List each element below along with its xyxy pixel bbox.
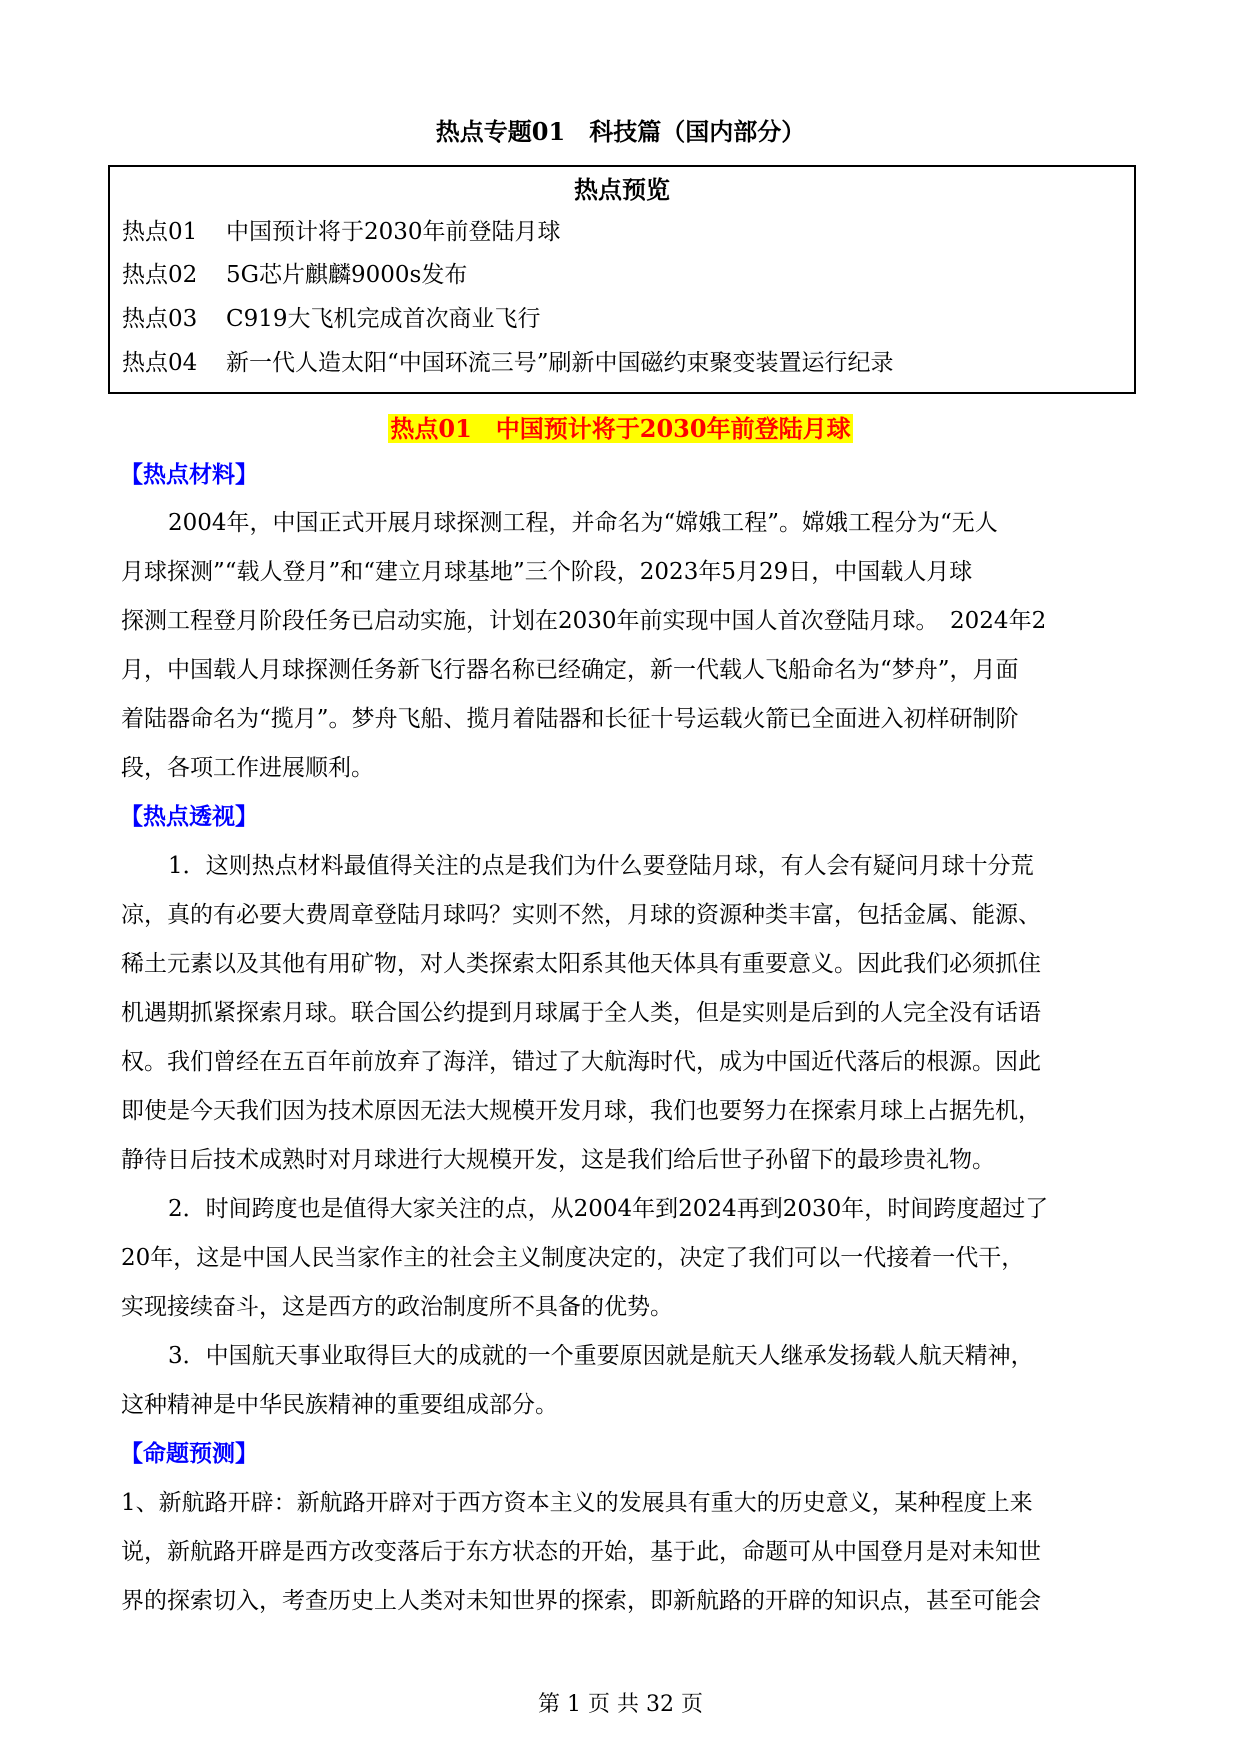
preview-item-text: C919大飞机完成首次商业飞行 xyxy=(226,306,541,332)
preview-item-text: 新一代人造太阳“中国环流三号”刷新中国磁约束聚变装置运行纪录 xyxy=(226,350,894,376)
prediction-label: 【命题预测】 xyxy=(120,1440,258,1467)
analysis-line: 3．中国航天事业取得巨大的成就的一个重要原因就是航天人继承发扬载人航天精神， xyxy=(168,1343,1034,1369)
analysis-line: 机遇期抓紧探索月球。联合国公约提到月球属于全人类，但是实则是后到的人完全没有话语 xyxy=(121,1000,1041,1026)
preview-item xyxy=(122,217,561,247)
material-line: 月球探测”“载人登月”和“建立月球基地”三个阶段，2023年5月29日，中国载人月球 xyxy=(121,559,973,585)
material-line: 2004年，中国正式开展月球探测工程，并命名为“嫦娥工程”。嫦娥工程分为“无人 xyxy=(168,510,998,536)
analysis-line: 静待日后技术成熟时对月球进行大规模开发，这是我们给后世子孙留下的最珍贵礼物。 xyxy=(121,1147,995,1173)
hotspot-preview-box xyxy=(108,165,1136,394)
preview-item-number: 热点03 xyxy=(122,306,198,332)
material-line: 着陆器命名为“揽月”。梦舟飞船、揽月着陆器和长征十号运载火箭已全面进入初样研制阶 xyxy=(121,706,1019,732)
prediction-line: 说，新航路开辟是西方改变落后于东方状态的开始，基于此，命题可从中国登月是对未知世 xyxy=(121,1539,1041,1565)
preview-item xyxy=(122,348,894,378)
preview-item-number: 热点04 xyxy=(122,350,198,376)
analysis-label: 【热点透视】 xyxy=(120,803,258,830)
page-title: 热点专题01 科技篇（国内部分） xyxy=(435,117,806,146)
preview-item-number: 热点02 xyxy=(122,262,198,288)
analysis-line: 凉，真的有必要大费周章登陆月球吗？实则不然，月球的资源种类丰富，包括金属、能源、 xyxy=(121,902,1041,928)
analysis-line: 这种精神是中华民族精神的重要组成部分。 xyxy=(121,1392,558,1418)
analysis-line: 1．这则热点材料最值得关注的点是我们为什么要登陆月球，有人会有疑问月球十分荒 xyxy=(168,853,1034,879)
material-line: 探测工程登月阶段任务已启动实施，计划在2030年前实现中国人首次登陆月球。 2024年2 xyxy=(121,608,1047,634)
analysis-line: 实现接续奋斗，这是西方的政治制度所不具备的优势。 xyxy=(121,1294,673,1320)
page-footer: 第 1 页 共 32 页 xyxy=(538,1692,703,1717)
analysis-line: 即使是今天我们因为技术原因无法大规模开发月球，我们也要努力在探索月球上占据先机， xyxy=(121,1098,1041,1124)
analysis-line: 20年，这是中国人民当家作主的社会主义制度决定的，决定了我们可以一代接着一代干， xyxy=(121,1245,1025,1271)
material-line: 段，各项工作进展顺利。 xyxy=(121,755,374,781)
analysis-line: 权。我们曾经在五百年前放弃了海洋，错过了大航海时代，成为中国近代落后的根源。因此 xyxy=(121,1049,1041,1075)
analysis-line: 2．时间跨度也是值得大家关注的点，从2004年到2024再到2030年，时间跨度超过了 xyxy=(168,1196,1049,1222)
preview-item-text: 中国预计将于2030年前登陆月球 xyxy=(226,219,561,245)
analysis-line: 稀土元素以及其他有用矿物，对人类探索太阳系其他天体具有重要意义。因此我们必须抓住 xyxy=(121,951,1041,977)
prediction-line: 界的探索切入，考查历史上人类对未知世界的探索，即新航路的开辟的知识点，甚至可能会 xyxy=(121,1588,1041,1614)
preview-item xyxy=(122,260,467,290)
prediction-line: 1、新航路开辟：新航路开辟对于西方资本主义的发展具有重大的历史意义，某种程度上来 xyxy=(121,1490,1033,1516)
material-label: 【热点材料】 xyxy=(120,461,258,488)
preview-item-number: 热点01 xyxy=(122,219,198,245)
preview-item xyxy=(122,304,541,334)
hotspot-01-heading-text: 热点01 中国预计将于2030年前登陆月球 xyxy=(390,414,851,443)
hotspot-01-heading xyxy=(0,414,1241,444)
material-line: 月，中国载人月球探测任务新飞行器名称已经确定，新一代载人飞船命名为“梦舟”，月面 xyxy=(121,657,1019,683)
preview-heading: 热点预览 xyxy=(574,175,670,204)
preview-item-text: 5G芯片麒麟9000s发布 xyxy=(226,262,468,288)
